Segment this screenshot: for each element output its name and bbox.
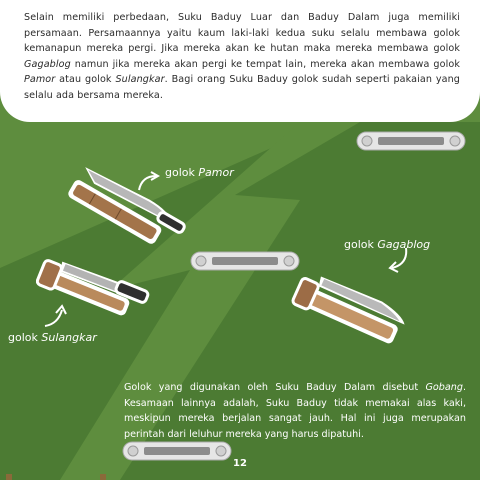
term-gobang: Gobang xyxy=(425,382,463,393)
top-text-part: Selain memiliki perbedaan, Suku Baduy Luar dan Baduy Dalam juga memiliki persamaan. Persamaannya yaitu kaum laki-laki kedua suku selalu membawa golok kemanapun mereka pergi. Jika mereka akan ke hutan maka mereka membawa golok xyxy=(24,12,460,55)
bottom-text-part: Golok yang digunakan oleh Suku Baduy Dalam disebut xyxy=(124,382,426,393)
metal-plate-decoration xyxy=(122,441,232,461)
label-prefix: golok xyxy=(165,166,199,179)
label-name: Gagablog xyxy=(377,238,431,251)
label-name: Sulangkar xyxy=(41,331,97,344)
ground-block xyxy=(100,474,106,480)
label-golok-gagablog xyxy=(344,238,430,251)
term-pamor: Pamor xyxy=(24,74,56,86)
top-text-card xyxy=(0,0,480,122)
label-name: Pamor xyxy=(198,166,234,179)
top-text-part: namun jika mereka akan pergi ke tempat lain, mereka akan membawa golok xyxy=(70,58,460,70)
ground-block xyxy=(6,474,12,480)
label-prefix: golok xyxy=(8,331,42,344)
label-prefix: golok xyxy=(344,238,378,251)
bottom-text-part: . Kesamaan lainnya adalah, Suku Baduy tidak memakai alas kaki, meskipun mereka berjalan sangat jauh. Hal ini juga merupakan perintah dari leluhur mereka yang harus dipatuhi. xyxy=(124,382,466,440)
metal-plate-decoration xyxy=(356,131,466,151)
top-paragraph xyxy=(24,10,460,104)
term-sulangkar: Sulangkar xyxy=(115,74,165,86)
arrow-icon xyxy=(136,170,162,194)
arrow-icon xyxy=(42,304,68,328)
metal-plate-decoration xyxy=(190,251,300,271)
golok-gagablog-illustration xyxy=(290,268,414,352)
term-gagablog: Gagablog xyxy=(24,58,71,70)
label-golok-sulangkar xyxy=(8,331,97,344)
label-golok-pamor xyxy=(165,166,234,179)
top-text-part: atau golok xyxy=(55,74,116,86)
top-text-part: . Bagi orang Suku Baduy golok sudah seperti pakaian yang selalu ada bersama mereka. xyxy=(24,74,460,101)
bottom-paragraph xyxy=(124,380,466,442)
page-number: 12 xyxy=(233,458,247,469)
